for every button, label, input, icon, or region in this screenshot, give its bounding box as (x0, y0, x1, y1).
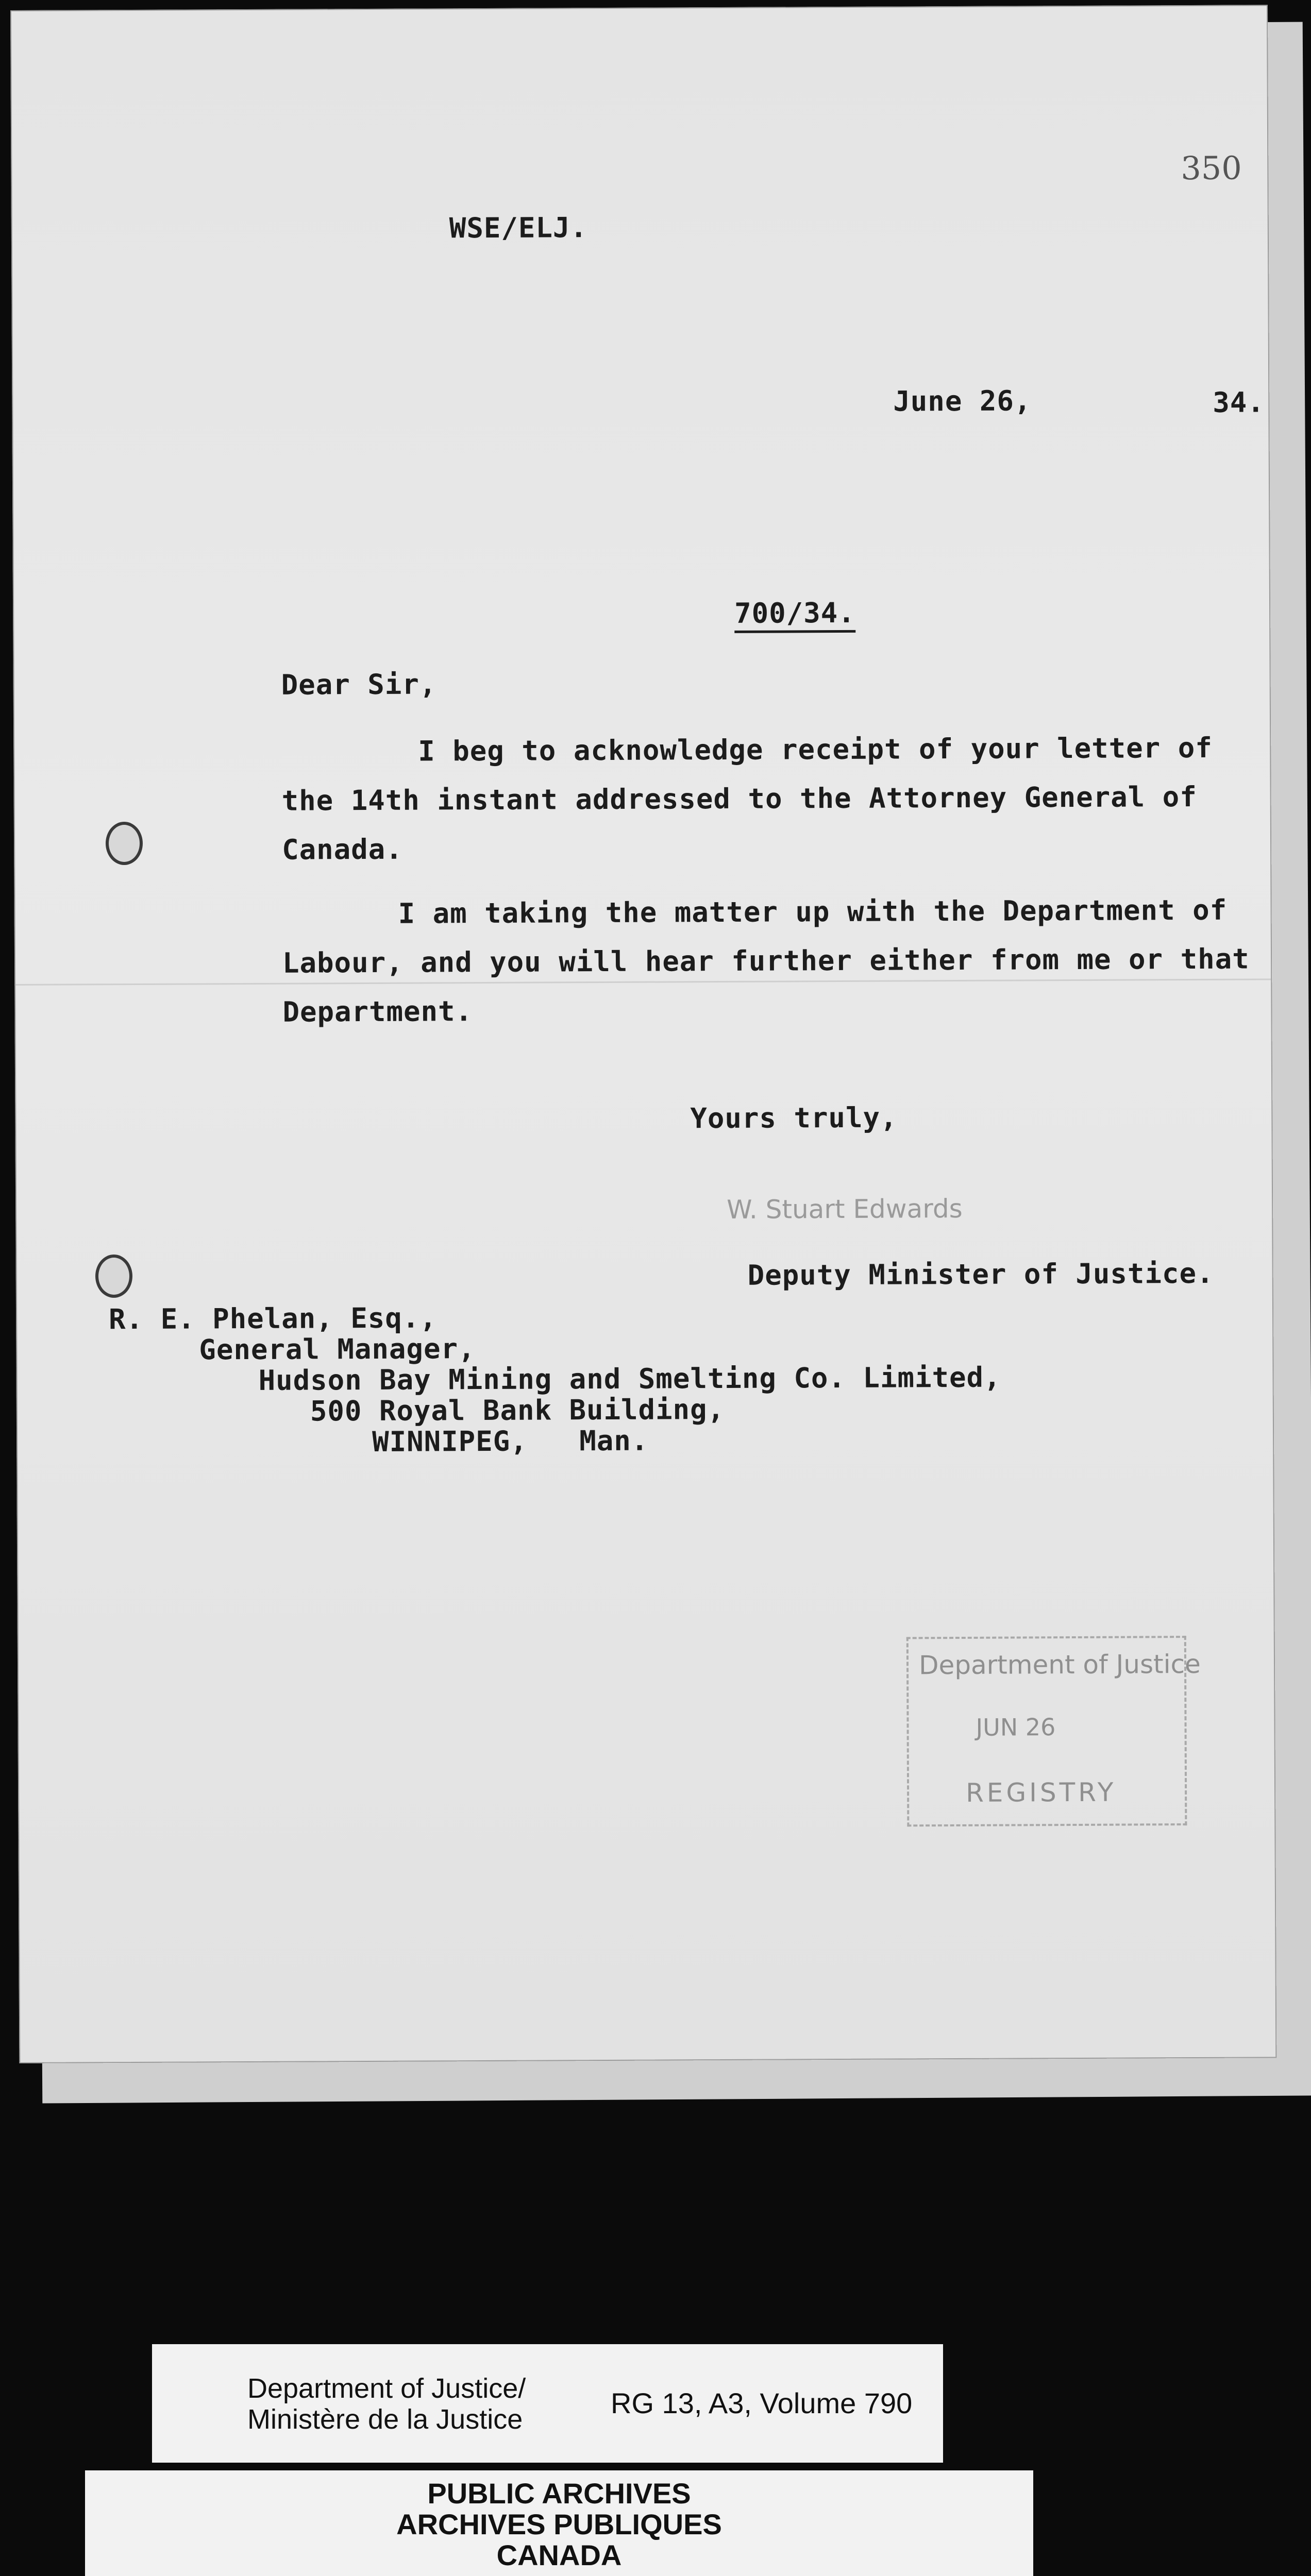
letter-year: 34. (1213, 386, 1265, 419)
department-en: Department of Justice/ (247, 2373, 526, 2404)
letter-date: June 26, (893, 384, 1032, 418)
received-stamp (906, 1636, 1201, 1826)
volume-reference: RG 13, A3, Volume 790 (611, 2387, 913, 2419)
body-line: Department. (282, 995, 473, 1028)
archives-label (85, 2470, 1033, 2576)
body-line: the 14th instant addressed to the Attorney General of (281, 780, 1197, 817)
recipient-line: General Manager, (199, 1332, 476, 1366)
stamp-department: Department of Justice (918, 1649, 1201, 1681)
file-number: 700/34. (734, 597, 855, 633)
recipient-line: R. E. Phelan, Esq., (108, 1301, 437, 1336)
punch-hole (106, 822, 143, 865)
department-fr: Ministère de la Justice (247, 2404, 523, 2435)
body-line: Canada. (281, 833, 403, 866)
letter-page (10, 5, 1276, 2063)
page-number: 350 (1181, 149, 1242, 188)
archives-en: PUBLIC ARCHIVES (427, 2477, 691, 2510)
fold-line (14, 978, 1272, 986)
body-line: I beg to acknowledge receipt of your letter of (418, 731, 1213, 768)
stamp-registry: REGISTRY (965, 1777, 1117, 1808)
volume-label (152, 2344, 943, 2463)
body-line: I am taking the matter up with the Department of (398, 893, 1228, 930)
closing: Yours truly, (690, 1101, 898, 1135)
body-line: Labour, and you will hear further either from me or that (282, 942, 1250, 979)
archives-country: CANADA (496, 2539, 622, 2571)
punch-hole (95, 1255, 132, 1298)
salutation: Dear Sir, (281, 668, 437, 701)
recipient-line: 500 Royal Bank Building, (310, 1393, 725, 1428)
archives-fr: ARCHIVES PUBLIQUES (396, 2508, 722, 2540)
signatory-title: Deputy Minister of Justice. (747, 1257, 1214, 1292)
recipient-line: Hudson Bay Mining and Smelting Co. Limited, (258, 1361, 1001, 1397)
recipient-line: WINNIPEG, Man. (372, 1424, 649, 1458)
reference-initials: WSE/ELJ. (449, 211, 588, 245)
signature: W. Stuart Edwards (727, 1193, 963, 1225)
stamp-date: JUN 26 (976, 1713, 1056, 1741)
